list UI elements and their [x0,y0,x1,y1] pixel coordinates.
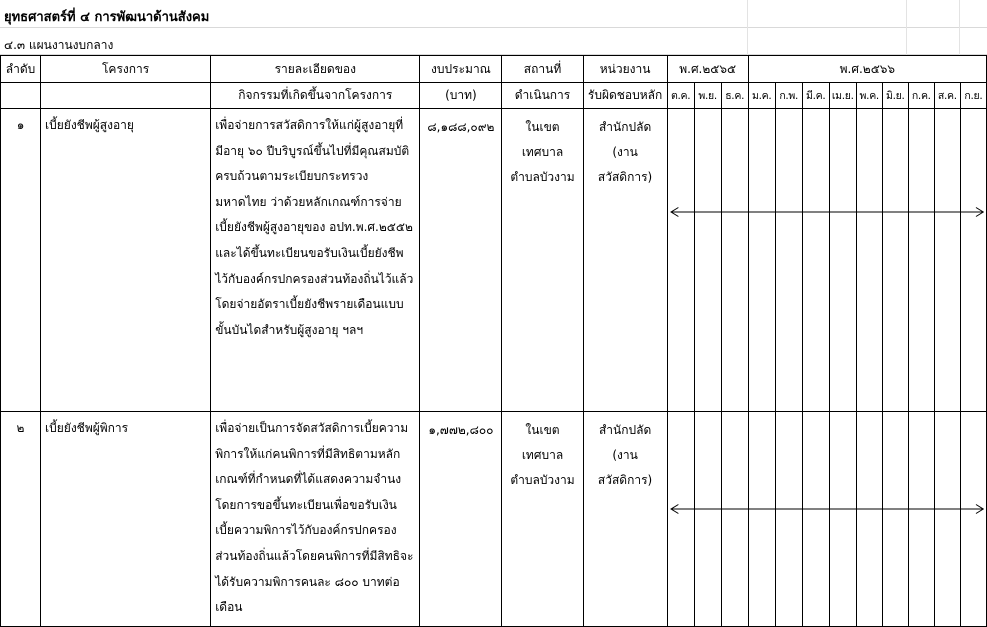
row-no: ๑ [16,118,25,132]
header-month[interactable]: ธ.ค. [721,83,748,109]
table-row [1,109,987,412]
row-place: ในเขต เทศบาล ตำบลบัวงาม [510,120,575,184]
row-project-cell[interactable] [41,412,211,627]
header-project-cont[interactable] [41,83,211,109]
header-unit-line2[interactable]: รับผิดชอบหลัก [583,83,667,109]
header-month[interactable]: พ.ย. [694,83,721,109]
row-detail-cell[interactable] [211,412,420,627]
header-place[interactable]: สถานที่ [502,56,583,83]
project-plan-table [0,55,987,627]
row-budget: ๘,๑๘๘,๐๙๒ [427,120,495,134]
document-title[interactable]: ยุทธศาสตร์ที่ ๔ การพัฒนาด้านสังคม [4,10,210,25]
header-project[interactable]: โครงการ [41,56,211,83]
duration-arrow [670,504,984,514]
sheet-gridline [959,0,960,55]
row-place-cell[interactable] [502,109,583,412]
duration-arrow [670,207,984,217]
row-no-cell[interactable] [1,109,41,412]
row-detail-cell[interactable] [211,109,420,412]
header-month[interactable]: มี.ค. [802,83,829,109]
header-year-2565[interactable]: พ.ศ.๒๕๖๕ [667,56,748,83]
section-title[interactable]: ๔.๓ แผนงานงบกลาง [4,38,114,52]
sheet-gridline [747,0,748,55]
header-detail[interactable]: รายละเอียดของ [211,56,420,83]
row-period-cell[interactable] [667,412,986,627]
header-month[interactable]: ส.ค. [934,83,960,109]
row-unit-cell[interactable] [583,412,667,627]
header-month[interactable]: มิ.ย. [882,83,908,109]
header-no-cont[interactable] [1,83,41,109]
row-budget: ๑,๗๗๒,๘๐๐ [428,423,494,437]
row-no: ๒ [16,421,25,435]
header-unit[interactable]: หน่วยงาน [583,56,667,83]
row-period-cell[interactable] [667,109,986,412]
row-project: เบี้ยยังชีพผู้สูงอายุ [45,118,134,132]
header-month[interactable]: ก.พ. [775,83,802,109]
row-unit: สำนักปลัด (งานสวัสดิการ) [597,423,653,487]
sheet-row-2 [0,28,987,55]
sheet-gridline [906,0,907,55]
row-project-cell[interactable] [41,109,211,412]
header-year-2566[interactable]: พ.ศ.๒๕๖๖ [748,56,986,83]
row-unit: สำนักปลัด (งานสวัสดิการ) [597,120,653,184]
row-place-cell[interactable] [502,412,583,627]
header-no[interactable]: ลำดับ [1,56,41,83]
header-detail-line2[interactable]: กิจกรรมที่เกิดขึ้นจากโครงการ [211,83,420,109]
header-budget-line2[interactable]: (บาท) [420,83,502,109]
header-month[interactable]: เม.ย. [829,83,856,109]
header-place-line2[interactable]: ดำเนินการ [502,83,583,109]
row-no-cell[interactable] [1,412,41,627]
header-month[interactable]: ก.ค. [908,83,934,109]
row-unit-cell[interactable] [583,109,667,412]
table-row [1,412,987,627]
header-month[interactable]: ต.ค. [667,83,694,109]
row-project: เบี้ยยังชีพผู้พิการ [45,421,129,435]
header-month[interactable]: ก.ย. [960,83,986,109]
row-budget-cell[interactable] [420,412,502,627]
row-budget-cell[interactable] [420,109,502,412]
row-place: ในเขต เทศบาล ตำบลบัวงาม [510,423,575,487]
header-month[interactable]: พ.ค. [856,83,882,109]
header-month[interactable]: ม.ค. [748,83,775,109]
row-detail: เพื่อจ่ายการสวัสดิการให้แก่ผู้สูงอายุที่มีอายุ ๖๐ ปีบริบูรณ์ขึ้นไปที่มีคุณสมบัติครบถ้วนตามระเบียบกระทรวงมหาดไทย ว่าด้วยหลักเกณฑ์การจ่ายเบี้ยยังชีพผู้สูงอายุของ อปท.พ.ศ.๒๕๕๒ และได้ขึ้นทะเบียนขอรับเงินเบี้ยยังชีพไว้กับองค์กรปกครองส่วนท้องถิ่นไว้แล้วโดยจ่ายอัตราเบี้ยยังชีพรายเดือนแบบขั้นบันไดสำหรับผู้สูงอายุ ฯลฯ [215,118,414,337]
header-budget[interactable]: งบประมาณ [420,56,502,83]
row-detail: เพื่อจ่ายเป็นการจัดสวัสดิการเบี้ยความพิการให้แก่คนพิการที่มีสิทธิตามหลักเกณฑ์ที่กำหนดที่ได้แสดงความจำนงโดยการขอขึ้นทะเบียนเพื่อขอรับเงินเบี้ยความพิการไว้กับองค์กรปกครองส่วนท้องถิ่นแล้วโดยคนพิการที่มีสิทธิจะได้รับความพิการคนละ ๘๐๐ บาทต่อเดือน [215,421,414,615]
